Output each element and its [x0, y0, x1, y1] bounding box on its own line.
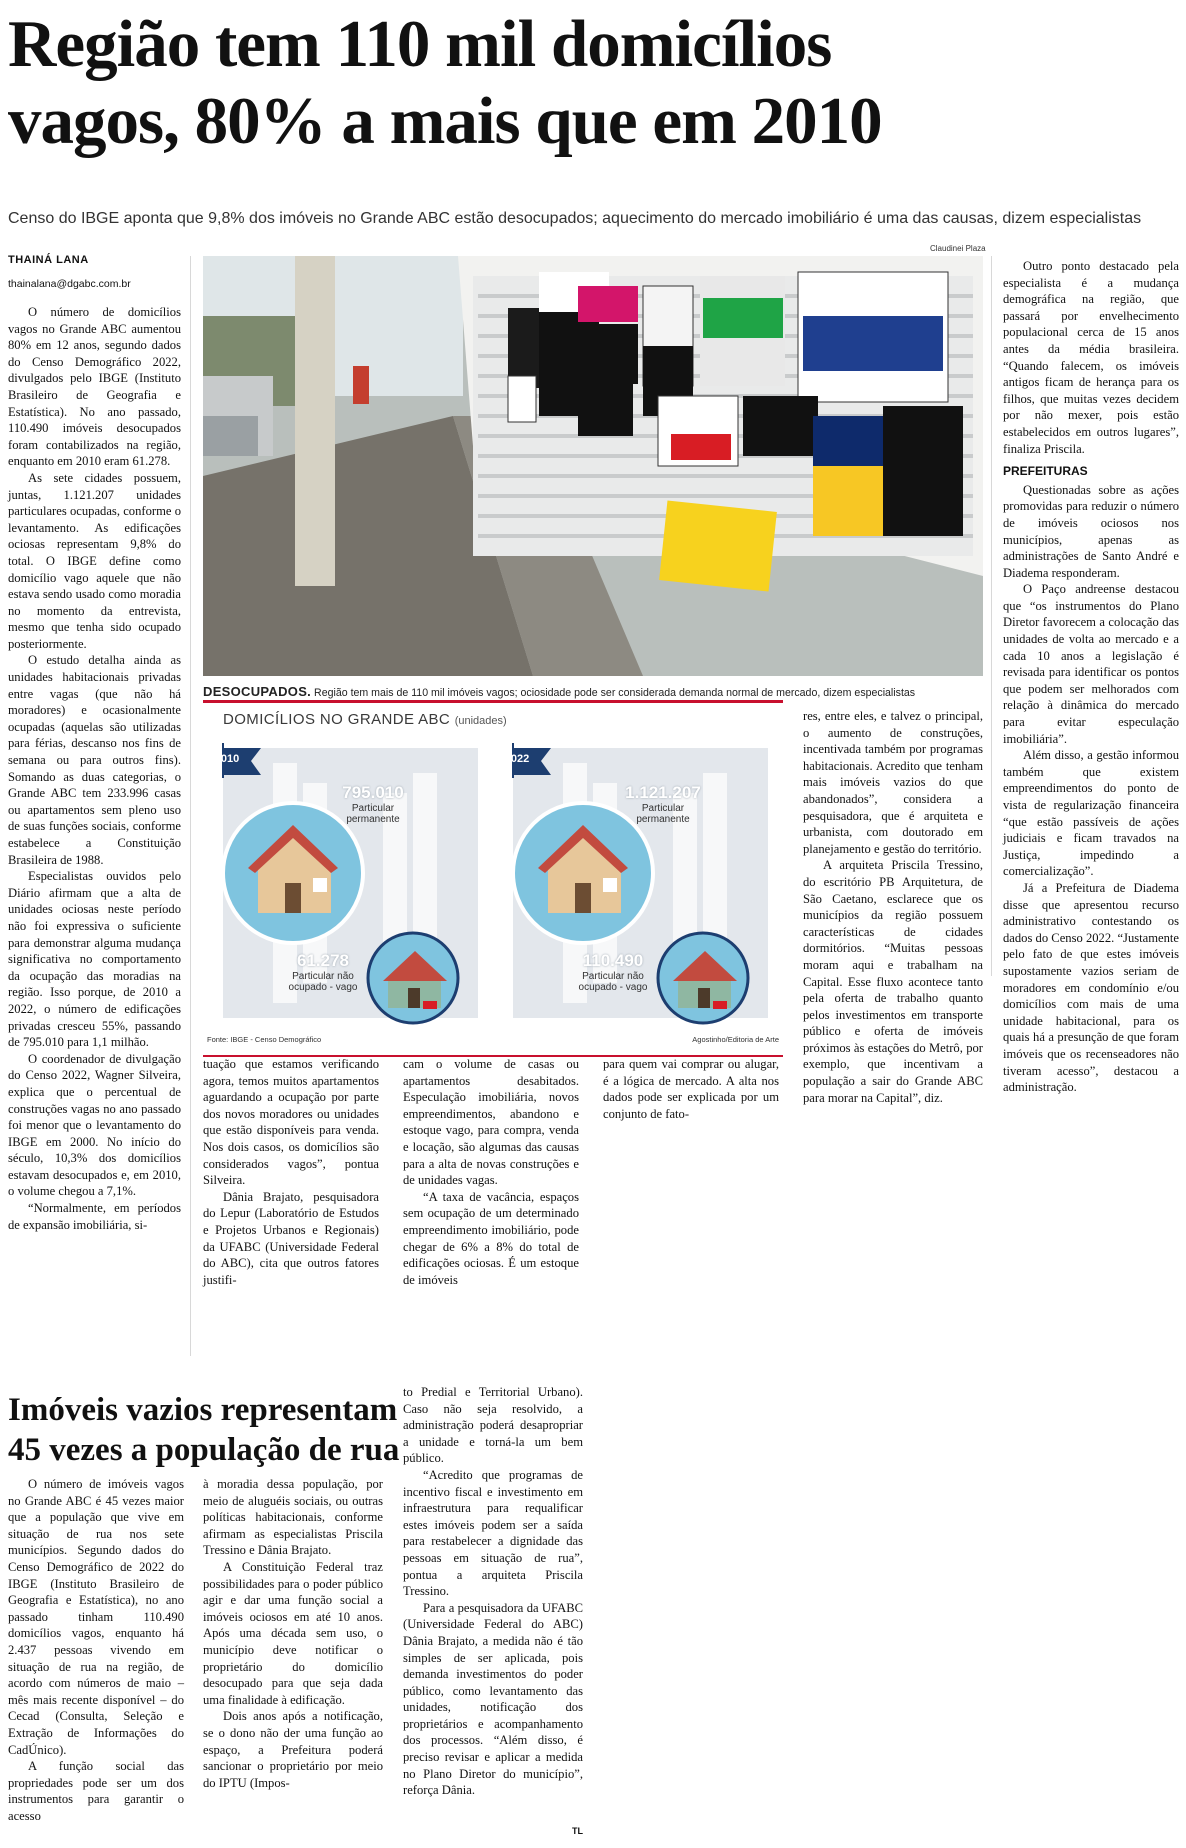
author-name: THAINÁ LANA — [8, 254, 89, 266]
paragraph: à moradia dessa população, por meio de aluguéis sociais, ou outras políticas habitacionais, conforme afirmam as especialistas Priscila Tressino e Dânia Brajato. — [203, 1477, 383, 1558]
paragraph: Especialistas ouvidos pelo Diário afirmam que a alta de unidades ociosas neste período não foi expressiva o suficiente para demonstrar alguma mudança significativa no comportamento da ocupação das moradias na região. Isso porque, de 2010 a 2022, o número de edificações privadas cresceu 55%, passando de 795.010 para 1,1 milhão. — [8, 869, 181, 1050]
paragraph: Dânia Brajato, pesquisadora do Lepur (Laboratório de Estudos e Projetos Urbanos e Regionais) da UFABC (Universidade Federal do ABC), cita que outros fatores justifi- — [203, 1189, 379, 1287]
secondary-headline — [8, 1390, 408, 1470]
vacant-value-2010: 61.278 — [297, 951, 349, 970]
paragraph: “Normalmente, em períodos de expansão imobiliária, si- — [8, 1201, 181, 1232]
vacant-label-line: ocupado - vago — [288, 982, 358, 993]
article-column-4 — [603, 1056, 779, 1122]
vacant-label-line: Particular não — [292, 971, 354, 982]
paragraph: cam o volume de casas ou apartamentos desabitados. Especulação imobiliária, novos empreendimentos, abandono e estoque vago, para compra, venda e locação, são algumas das causas para a alta de novas construções e de unidades vagas. — [403, 1057, 579, 1188]
paragraph: “A taxa de vacância, espaços sem ocupação de um determinado empreendimento imobiliário, pode chegar de 6% a 8% do total de edificações ociosas. É um estoque de imóveis — [403, 1189, 579, 1287]
occupied-value-2010: 795.010 — [342, 783, 404, 802]
paragraph: Outro ponto destacado pela especialista é a mudança demográfica na região, que passará por envelhecimento populacional cerca de 15 anos antes da média brasileira. “Quando falecem, os imóveis antigos ficam de herança para os filhos, que muitas vezes decidem por não mexer, pois estão estabelecidos em outros lugares”, finaliza Priscila. — [1003, 259, 1179, 456]
paragraph: O Paço andreense destacou que “os instrumentos do Plano Diretor favorecem a colocação das unidades de volta ao mercado e a cada 10 anos a legislação é revisada para identificar os pontos que podem ser melhorados com relação à dinâmica do mercado para evitar especulação imobiliária”. — [1003, 582, 1179, 746]
paragraph: “Acredito que programas de incentivo fiscal e investimento em infraestrutura para requalificar estes imóveis podem ser a saída para restabelecer a dignidade das pessoas em situação de rua”, pontua a arquiteta Priscila Tressino. — [403, 1467, 583, 1599]
paragraph: Já a Prefeitura de Diadema disse que apresentou recurso administrativo contestando os dados do Censo 2022. “Justamente pelo fato de que estes imóveis supostamente vazios seriam de moradores em condomínio e/ou domicílios com mais de uma unidade habitacional, para os quais há a presunção de que foram imóveis que os recenseadores não tiveram acesso”, destacou a administração. — [1003, 880, 1179, 1095]
secondary-headline-line-1: Imóveis vazios representam — [8, 1392, 398, 1428]
infographic-title — [223, 711, 507, 728]
column-rule — [991, 256, 992, 976]
paragraph: A função social das propriedades pode ser um dos instrumentos para garantir o acesso — [8, 1759, 184, 1823]
paragraph: As sete cidades possuem, juntas, 1.121.207 unidades particulares ocupadas, conforme o levantamento. As edificações ociosas representam 9,8% do total. O IBGE define como domicílio vago aquele que não estava sendo usado como moradia no momento da entrevista, mesmo que tenha sido ocupado posteriormente. — [8, 470, 181, 651]
photo — [203, 256, 983, 676]
vacant-value-2022: 110.490 — [582, 951, 644, 970]
vacant-label-2022 — [553, 971, 673, 993]
occupied-label-line: Particular — [351, 803, 395, 814]
infographic-drawing — [203, 733, 783, 1043]
paragraph: Para a pesquisadora da UFABC (Universidade Federal do ABC) Dânia Brajato, a medida não é tão simples de ser aplicada, pois demanda investimentos do poder público, como levantamento das unidades, notificação dos proprietários e acompanhamento dos processos. “Além disso, é preciso revisar e aplicar a medida no Plano Diretor do município”, reforça Dânia. — [403, 1600, 583, 1798]
author-email[interactable]: thainalana@dgabc.com.br — [8, 278, 131, 290]
paragraph: O estudo detalha ainda as unidades habitacionais privadas entre vagas (que não há moradores) e ocasionalmente ocupadas (aquelas são utilizadas para férias, descanso nos fins de semana ou para outros fins). Somando as duas categorias, o Grande ABC tem 233.996 casas ou apartamentos sem pleno uso de suas funções sociais, conforme estabelece a Constituição Brasileira de 1988. — [8, 653, 181, 867]
occupied-value-2022: 1.121.207 — [625, 783, 701, 802]
caption-text: Região tem mais de 110 mil imóveis vagos; ociosidade pode ser considerada demanda normal de mercado, dizem especialistas — [311, 687, 916, 699]
paragraph: O coordenador de divulgação do Censo 2022, Wagner Silveira, explica que o percentual de construções vagas no ano passado foi menor que o levantamento do IBGE em 2000. No início do século, 10,3% dos domicílios estavam desocupados e, em 2010, o volume chegou a 7,1%. — [8, 1051, 181, 1199]
photo-illustration — [203, 256, 983, 676]
second-story-column-3 — [403, 1384, 583, 1799]
second-story-column-1 — [8, 1476, 184, 1824]
paragraph: para quem vai comprar ou alugar, é a lógica de mercado. A alta nos dados pode ser explicada por um conjunto de fato- — [603, 1057, 779, 1121]
paragraph: A Constituição Federal traz possibilidades para o poder público agir e dar uma função social a imóveis ociosos em até 10 anos. Após uma década sem uso, o município deve notificar o proprietário do domicílio desocupado para que seja dada uma finalidade à edificação. — [203, 1559, 383, 1707]
panel-year-2010: 2010 — [214, 753, 240, 765]
paragraph: O número de imóveis vagos no Grande ABC é 45 vezes maior que a população que vive em situação de rua nos sete municípios. Segundo dados do Censo Demográfico de 2022 do IBGE (Instituto Brasileiro de Geografia e Estatística), no ano passado tinham 110.490 domicílios vagos, enquanto há 2.437 pessoas vivendo em situação de rua na região, de acordo com números de maio – mês mais recente disponível – do Cecad (Consulta, Seleção e Extração de Informações do CadÚnico). — [8, 1477, 184, 1757]
headline-line-1: Região tem 110 mil domicílios — [8, 7, 832, 81]
article-column-6 — [1003, 258, 1179, 1096]
subtitle: Censo do IBGE aponta que 9,8% dos imóveis no Grande ABC estão desocupados; aquecimento do mercado imobiliário é uma das causas, dizem especialistas — [8, 210, 1142, 227]
vacant-label-line: Particular não — [582, 971, 644, 982]
article-column-3 — [403, 1056, 579, 1288]
article-column-1 — [8, 304, 181, 1233]
photo-caption — [203, 684, 985, 699]
infographic-credit: Agostinho/Editoria de Arte — [692, 1035, 779, 1044]
section-heading: PREFEITURAS — [1003, 464, 1088, 479]
paragraph: A arquiteta Priscila Tressino, do escritório PB Arquitetura, de São Caetano, esclarece que os municípios da região possuem características de cidades dormitórios. “Muitas pessoas moram aqui e trabalham na Capital. Esse fluxo acontece tanto pela oferta de trabalho quanto pelos investimentos em transporte público e oferta de imóveis próximos às estações do Metrô, por exemplo, que incentivam a população a sair do Grande ABC para morar na Capital”, diz. — [803, 858, 983, 1105]
paragraph: Além disso, a gestão informou também que existem empreendimentos do ponto de vista de regularização financeira “que estão passíveis de ações judiciais e ficam travados na Justiça, impedindo a comercialização”. — [1003, 748, 1179, 879]
article-column-5 — [803, 708, 983, 1106]
vacant-label-line: ocupado - vago — [578, 982, 648, 993]
paragraph: to Predial e Territorial Urbano). Caso não seja resolvido, a administração poderá desapropriar a unidade e torná-la um bem público. — [403, 1385, 583, 1466]
occupied-label-line: permanente — [346, 814, 400, 825]
occupied-label-2010 — [313, 803, 433, 825]
infographic — [203, 700, 783, 1057]
infographic-title-text: DOMICÍLIOS NO GRANDE ABC — [223, 711, 451, 728]
paragraph: Questionadas sobre as ações promovidas para reduzir o número de imóveis ociosos nos municípios, apenas as administrações de Santo André e Diadema responderam. — [1003, 482, 1179, 580]
photo-credit: Claudinei Plaza — [930, 244, 986, 253]
end-mark: TL — [572, 1826, 583, 1836]
article-column-2 — [203, 1056, 379, 1288]
second-story-column-2 — [203, 1476, 383, 1791]
caption-lead: DESOCUPADOS. — [203, 684, 312, 699]
paragraph: O número de domicílios vagos no Grande ABC aumentou 80% em 12 anos, segundo dados do Censo Demográfico 2022, divulgados pelo IBGE (Instituto Brasileiro de Geografia e Estatística). No ano passado, 110.490 imóveis desocupados foram contabilizados na região, enquanto em 2010 eram 61.278. — [8, 305, 181, 469]
byline — [8, 254, 178, 290]
panel-year-2022: 2022 — [504, 753, 530, 765]
paragraph: tuação que estamos verificando agora, temos muitos apartamentos aguardando a ocupação por parte dos novos moradores ou unidades que estão disponíveis para venda. Nos dois casos, os domicílios são considerados vagos”, pontua Silveira. — [203, 1057, 379, 1188]
occupied-label-line: permanente — [636, 814, 690, 825]
headline-line-2: vagos, 80% a mais que em 2010 — [8, 84, 882, 159]
occupied-label-2022 — [603, 803, 723, 825]
paragraph: Dois anos após a notificação, se o dono não der uma função ao espaço, a Prefeitura poderá sancionar o proprietário por meio do IPTU (Impos- — [203, 1709, 383, 1790]
column-rule — [190, 256, 191, 1356]
vacant-label-2010 — [263, 971, 383, 993]
occupied-label-line: Particular — [641, 803, 685, 814]
paragraph: res, entre eles, e talvez o principal, o aumento de construções, incentivada também por programas habitacionais. Acredito que tenham mais imóveis vazios do que abandonados”, considera a pesquisadora, que é arquiteta e urbanista, com doutorado em planejamento e gestão do território. — [803, 709, 983, 856]
main-headline — [8, 6, 1180, 160]
secondary-headline-line-2: 45 vezes a população de rua — [8, 1432, 400, 1468]
infographic-unit: (unidades) — [454, 715, 507, 727]
infographic-source: Fonte: IBGE - Censo Demográfico — [207, 1035, 322, 1044]
